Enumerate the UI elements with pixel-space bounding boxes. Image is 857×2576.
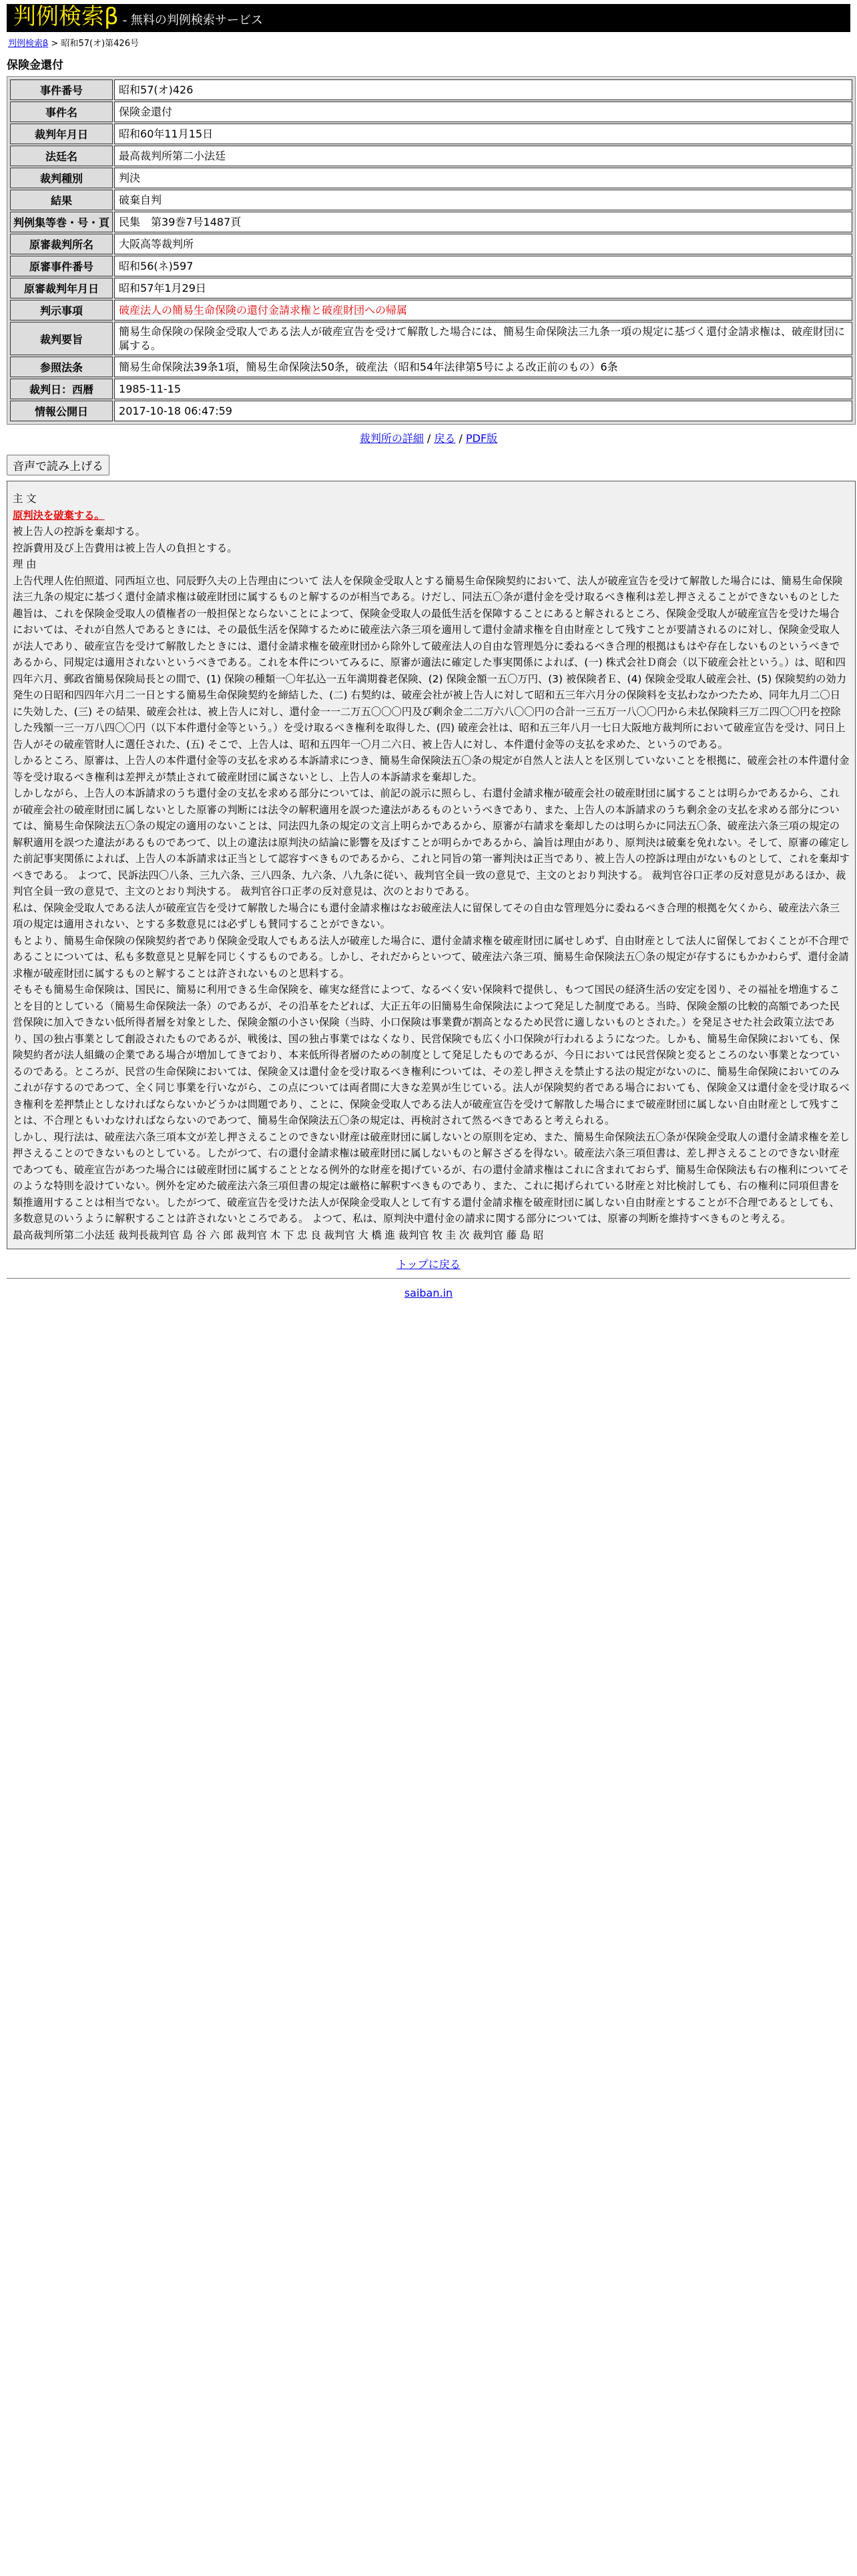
main-text-line: 控訴費用及び上告費用は被上告人の負担とする。: [13, 542, 238, 554]
case-info-label: 情報公開日: [10, 401, 113, 421]
case-info-value: 2017-10-18 06:47:59: [114, 401, 852, 421]
reason-paragraph: しかしながら、上告人の本訴請求のうち還付金の支払を求める部分については、前記の説示に照らし、右還付金請求権が破産会社の破産財団に属することは明らかであるから、これが破産会社の破産財団に属しないとした原審の判断には法令の解釈適用を誤つた違法があるものというべきであり、また、上告人の本訴請求のうち剰余金の支払を求める部分については、簡易生命保険法五〇条の規定の適用のないことは、同法四九条の規定の文言上明らかであるから、原審が右請求を棄却したのは明らかに同法五〇条、破産法六条三項の規定の解釈適用を誤つた違法があるものであつて、以上の違法は原判決の結論に影響を及ぼすことが明らかであるから、論旨は理由があり、原判決は破棄を免れない。そして、原審の確定した前記事実関係によれば、上告人の本訴請求は正当として認容すべきものであるから、これと同旨の第一審判決は正当であり、被上告人の控訴は理由がないものとして、これを棄却すべきである。 よつて、民訴法四〇八条、三九六条、三八四条、九六条、八九条に従い、裁判官全員一致の意見で、主文のとおり判決する。 裁判官谷口正孝の反対意見があるほか、裁判官全員一致の意見で、主文のとおり判決する。 裁判官谷口正孝の反対意見は、次のとおりである。: [13, 787, 850, 897]
main-text-line-highlight: 原判決を破棄する。: [13, 509, 105, 521]
read-aloud-button[interactable]: 音声で読み上げる: [7, 455, 109, 475]
case-info-row: [10, 124, 852, 144]
breadcrumb: [8, 36, 850, 49]
case-info-value: 1985-11-15: [114, 379, 852, 399]
case-info-label: 原審裁判年月日: [10, 278, 113, 298]
case-info-value: 昭和57(オ)426: [114, 79, 852, 100]
back-to-top: [0, 1256, 857, 1271]
case-info-label: 裁判要旨: [10, 322, 113, 355]
back-link[interactable]: 戻る: [434, 432, 456, 445]
case-info-row: [10, 79, 852, 100]
link-separator: /: [455, 432, 466, 445]
case-info-row: [10, 256, 852, 276]
footer: [0, 1287, 857, 1299]
main-text-heading: 主 文: [13, 493, 37, 505]
case-info-label: 原審事件番号: [10, 256, 113, 276]
breadcrumb-separator: >: [48, 39, 61, 49]
case-info-label: 判示事項: [10, 300, 113, 320]
case-info-label: 事件名: [10, 101, 113, 122]
reason-heading: 理 由: [13, 558, 37, 570]
dissent-paragraph: そもそも簡易生命保険は、国民に、簡易に利用できる生命保険を、確実な経営によつて、なるべく安い保険料で提供し、もつて国民の経済生活の安定を図り、その福祉を増進することを目的としている（簡易生命保険法一条）のであるが、その沿革をたどれば、大正五年の旧簡易生命保険法によつて発足した制度である。当時、保険金額の比較的高額であつた民営保険に加入できない低所得者層を対象とした、保険金額の小さい保険（当時、小口保険は事業費が割高となるため民営に適しないものとされた。）を発足させた社会政策立法であり、国の独占事業として創設されたものであるが、戦後は、国の独占事業ではなくなり、民営保険でも広く小口保険が行われるようになつた。しかも、簡易生命保険においても、保険契約者が法人組織の企業である場合が増加してきており、本来低所得者層のための制度として発足したものであるが、今日においては民営保険と変るところのない事業となつているのである。ところが、民営の生命保険においては、保険金又は還付金を受け取るべき権利については、その差し押さえを禁止する法の規定がないのに、簡易生命保険においてのみこれが存するのであつて、全く同じ事業を行いながら、この点については両者間に大きな差異が生じている。法人が保険契約者である場合においても、保険金又は還付金を受け取るべき権利を差押禁止としなければならないかどうかは問題であり、ことに、保険金受取人である法人が破産宣告を受けて解散した場合にまで破産財団に属しない自由財産として残すことは、不合理ともいわなければならないのであつて、簡易生命保険法五〇条の規定は、再検討されて然るべきであると考えられる。: [13, 984, 850, 1126]
case-info-row: [10, 401, 852, 421]
case-info-label: 参照法条: [10, 357, 113, 377]
case-info-value: 昭和60年11月15日: [114, 124, 852, 144]
footer-site-link[interactable]: saiban.in: [404, 1287, 453, 1299]
footer-divider: [7, 1278, 850, 1279]
dissent-paragraph: しかし、現行法は、破産法六条三項本文が差し押さえることのできない財産は破産財団に属しないとの原則を定め、また、簡易生命保険法五〇条が保険金受取人の還付金請求権を差し押さえることのできないものとしている。したがつて、右の還付金請求権は破産財団に属しないものと解さざるを得ない。破産法六条三項但書は、差し押さえることのできない財産であつても、破産宣告があつた場合には破産財団に属することとなる例外的な財産を掲げているが、右の還付金請求権はこれに含まれておらず、簡易生命保険法も右の権利についてそのような特則を設けていない。例外を定めた破産法六条三項但書の規定は厳格に解釈すべきものであり、また、これに掲げられている財産と対比検討しても、右の権利に同項但書を類推適用することは相当でない。したがつて、破産宣告を受けた法人が保険金受取人として有する還付金請求権を破産財団に属しない自由財産とすることが不合理であるとしても、多数意見のいうように解釈することは許されないところである。 よつて、私は、原判決中還付金の請求に関する部分については、原審の判断を維持すべきものと考える。: [13, 1130, 850, 1225]
back-to-top-link[interactable]: トップに戻る: [396, 1258, 461, 1271]
judges-signature: 最高裁判所第二小法廷 裁判長裁判官 島 谷 六 郎 裁判官 木 下 忠 良 裁判官 大 橋 進 裁判官 牧 圭 次 裁判官 藤 島 昭: [13, 1229, 544, 1241]
case-info-row: [10, 322, 852, 355]
case-info-label: 法廷名: [10, 146, 113, 166]
case-info-value: 最高裁判所第二小法廷: [114, 146, 852, 166]
case-info-value: 破産法人の簡易生命保険の還付金請求権と破産財団への帰属: [114, 300, 852, 320]
case-info-value: 簡易生命保険の保険金受取人である法人が破産宣告を受けて解散した場合には、簡易生命保険法三九条一項の規定に基づく還付金請求権は、破産財団に属する。: [114, 322, 852, 355]
case-info-table: [9, 78, 854, 423]
page-title: 保険金還付: [7, 59, 63, 72]
case-info-label: 裁判種別: [10, 168, 113, 188]
case-info-value: 大阪高等裁判所: [114, 234, 852, 254]
nav-links: [0, 430, 857, 445]
case-info-value: 民集 第39巻7号1487頁: [114, 212, 852, 232]
case-info-label: 結果: [10, 190, 113, 210]
pdf-link[interactable]: PDF版: [465, 432, 498, 445]
site-logo-link[interactable]: 判例検索β: [13, 3, 119, 30]
case-info-value: 昭和57年1月29日: [114, 278, 852, 298]
case-info-row: [10, 190, 852, 210]
case-info-row: [10, 212, 852, 232]
case-info-value: 保険金還付: [114, 101, 852, 122]
case-info-label: 裁判年月日: [10, 124, 113, 144]
case-info-row: [10, 101, 852, 122]
reason-paragraph: しかるところ、原審は、上告人の本件還付金等の支払を求める本訴請求につき、簡易生命保険法五〇条の規定が自然人と法人とを区別していないことを根拠に、破産会社の本件還付金等を受け取るべき権利は差押えが禁止されて破産財団に属さないとし、上告人の本訴請求を棄却した。: [13, 755, 850, 783]
case-info-panel: [7, 76, 856, 425]
link-separator: /: [423, 432, 435, 445]
dissent-paragraph: もとより、簡易生命保険の保険契約者であり保険金受取人でもある法人が破産した場合に、還付金請求権を破産財団に属せしめず、自由財産として法人に留保しておくことが不合理であることについては、私も多数意見と見解を同じくするものである。しかし、それだからといつて、破産法六条三項、簡易生命保険法五〇条の規定が存するにもかかわらず、還付金請求権が破産財団に属するものと解することは許されないものと思料する。: [13, 934, 850, 980]
breadcrumb-current: 昭和57(オ)第426号: [61, 39, 139, 49]
header-bar: [7, 4, 850, 32]
case-info-row: [10, 278, 852, 298]
judgment-text-box: [7, 481, 856, 1249]
case-info-label: 事件番号: [10, 79, 113, 100]
court-detail-link[interactable]: 裁判所の詳細: [359, 432, 424, 445]
case-info-value: 判決: [114, 168, 852, 188]
case-info-value: 昭和56(ネ)597: [114, 256, 852, 276]
reason-paragraph: 上告代理人佐伯照道、同西垣立也、同辰野久夫の上告理由について 法人を保険金受取人とする簡易生命保険契約において、法人が破産宣告を受けて解散した場合には、簡易生命保険法三九条の規定に基づく還付金請求権は破産財団に属するものと解するのが相当である。けだし、同法五〇条が還付金を受け取るべき権利は差し押さえることができないものとした趣旨は、これを保険金受取人の債権者の一般担保とならないことによつて、保険金受取人の最低生活を保障することにあると解されるところ、保険金受取人が破産宣告を受けた場合においては、それが自然人であるときには、その最低生活を保障するために破産法六条三項を適用して還付金請求権を自由財産として残すことが要請されるのに対し、保険金受取人が法人であり、破産宣告を受けて解散したときには、還付金請求権を破産財団から除外して破産法人の自由な管理処分に委ねるべき合理的根拠はもはや存在しないものというべきであるから、同規定は適用されないというべきである。これを本件についてみるに、原審が適法に確定した事実関係によれば、(一) 株式会社Ｄ商会（以下破産会社という。）は、昭和四四年六月、郵政省簡易保険局長との間で、(1) 保険の種類一〇年払込一五年満期養老保険、(2) 保険金額一五〇万円、(3) 被保険者Ｅ、(4) 保険金受取人破産会社、(5) 保険契約の効力発生の日昭和四四年六月二一日とする簡易生命保険契約を締結した、(二) 右契約は、破産会社が被上告人に対して昭和五三年六月分の保険料を支払わなかつたため、同年九月二〇日に失効した、(三) その結果、破産会社は、被上告人に対し、還付金一一二万五〇〇〇円及び剰余金二二万六八〇〇円の合計一三五万一八〇〇円から未払保険料三万二四〇〇円を控除した残額一三一万八四〇〇円（以下本件還付金等という。）を受け取るべき権利を取得した、(四) 破産会社は、昭和五三年八月一七日大阪地方裁判所において破産宣告を受け、同日上告人がその破産管財人に選任された、(五) そこで、上告人は、昭和五四年一〇月二六日、被上告人に対し、本件還付金等の支払を求めた、というのである。: [13, 574, 847, 750]
case-info-row: [10, 357, 852, 377]
dissent-paragraph: 私は、保険金受取人である法人が破産宣告を受けて解散した場合にも還付金請求権はなお破産法人に留保してその自由な管理処分に委ねるべき合理的根拠を欠くから、破産法六条三項の規定は適用されない、とする多数意見には必ずしも賛同することができない。: [13, 901, 840, 930]
case-info-row: [10, 146, 852, 166]
case-info-row: [10, 168, 852, 188]
case-info-value: 簡易生命保険法39条1項，簡易生命保険法50条，破産法（昭和54年法律第5号による改正前のもの）6条: [114, 357, 852, 377]
breadcrumb-home-link[interactable]: 判例検索β: [8, 39, 49, 49]
case-info-row: [10, 300, 852, 320]
case-info-label: 判例集等巻・号・頁: [10, 212, 113, 232]
case-info-row: [10, 234, 852, 254]
site-tagline: - 無料の判例検索サービス: [122, 13, 263, 27]
case-info-value: 破棄自判: [114, 190, 852, 210]
main-text-line: 被上告人の控訴を棄却する。: [13, 525, 146, 538]
case-info-label: 裁判日：西暦: [10, 379, 113, 399]
case-info-row: [10, 379, 852, 399]
case-info-label: 原審裁判所名: [10, 234, 113, 254]
